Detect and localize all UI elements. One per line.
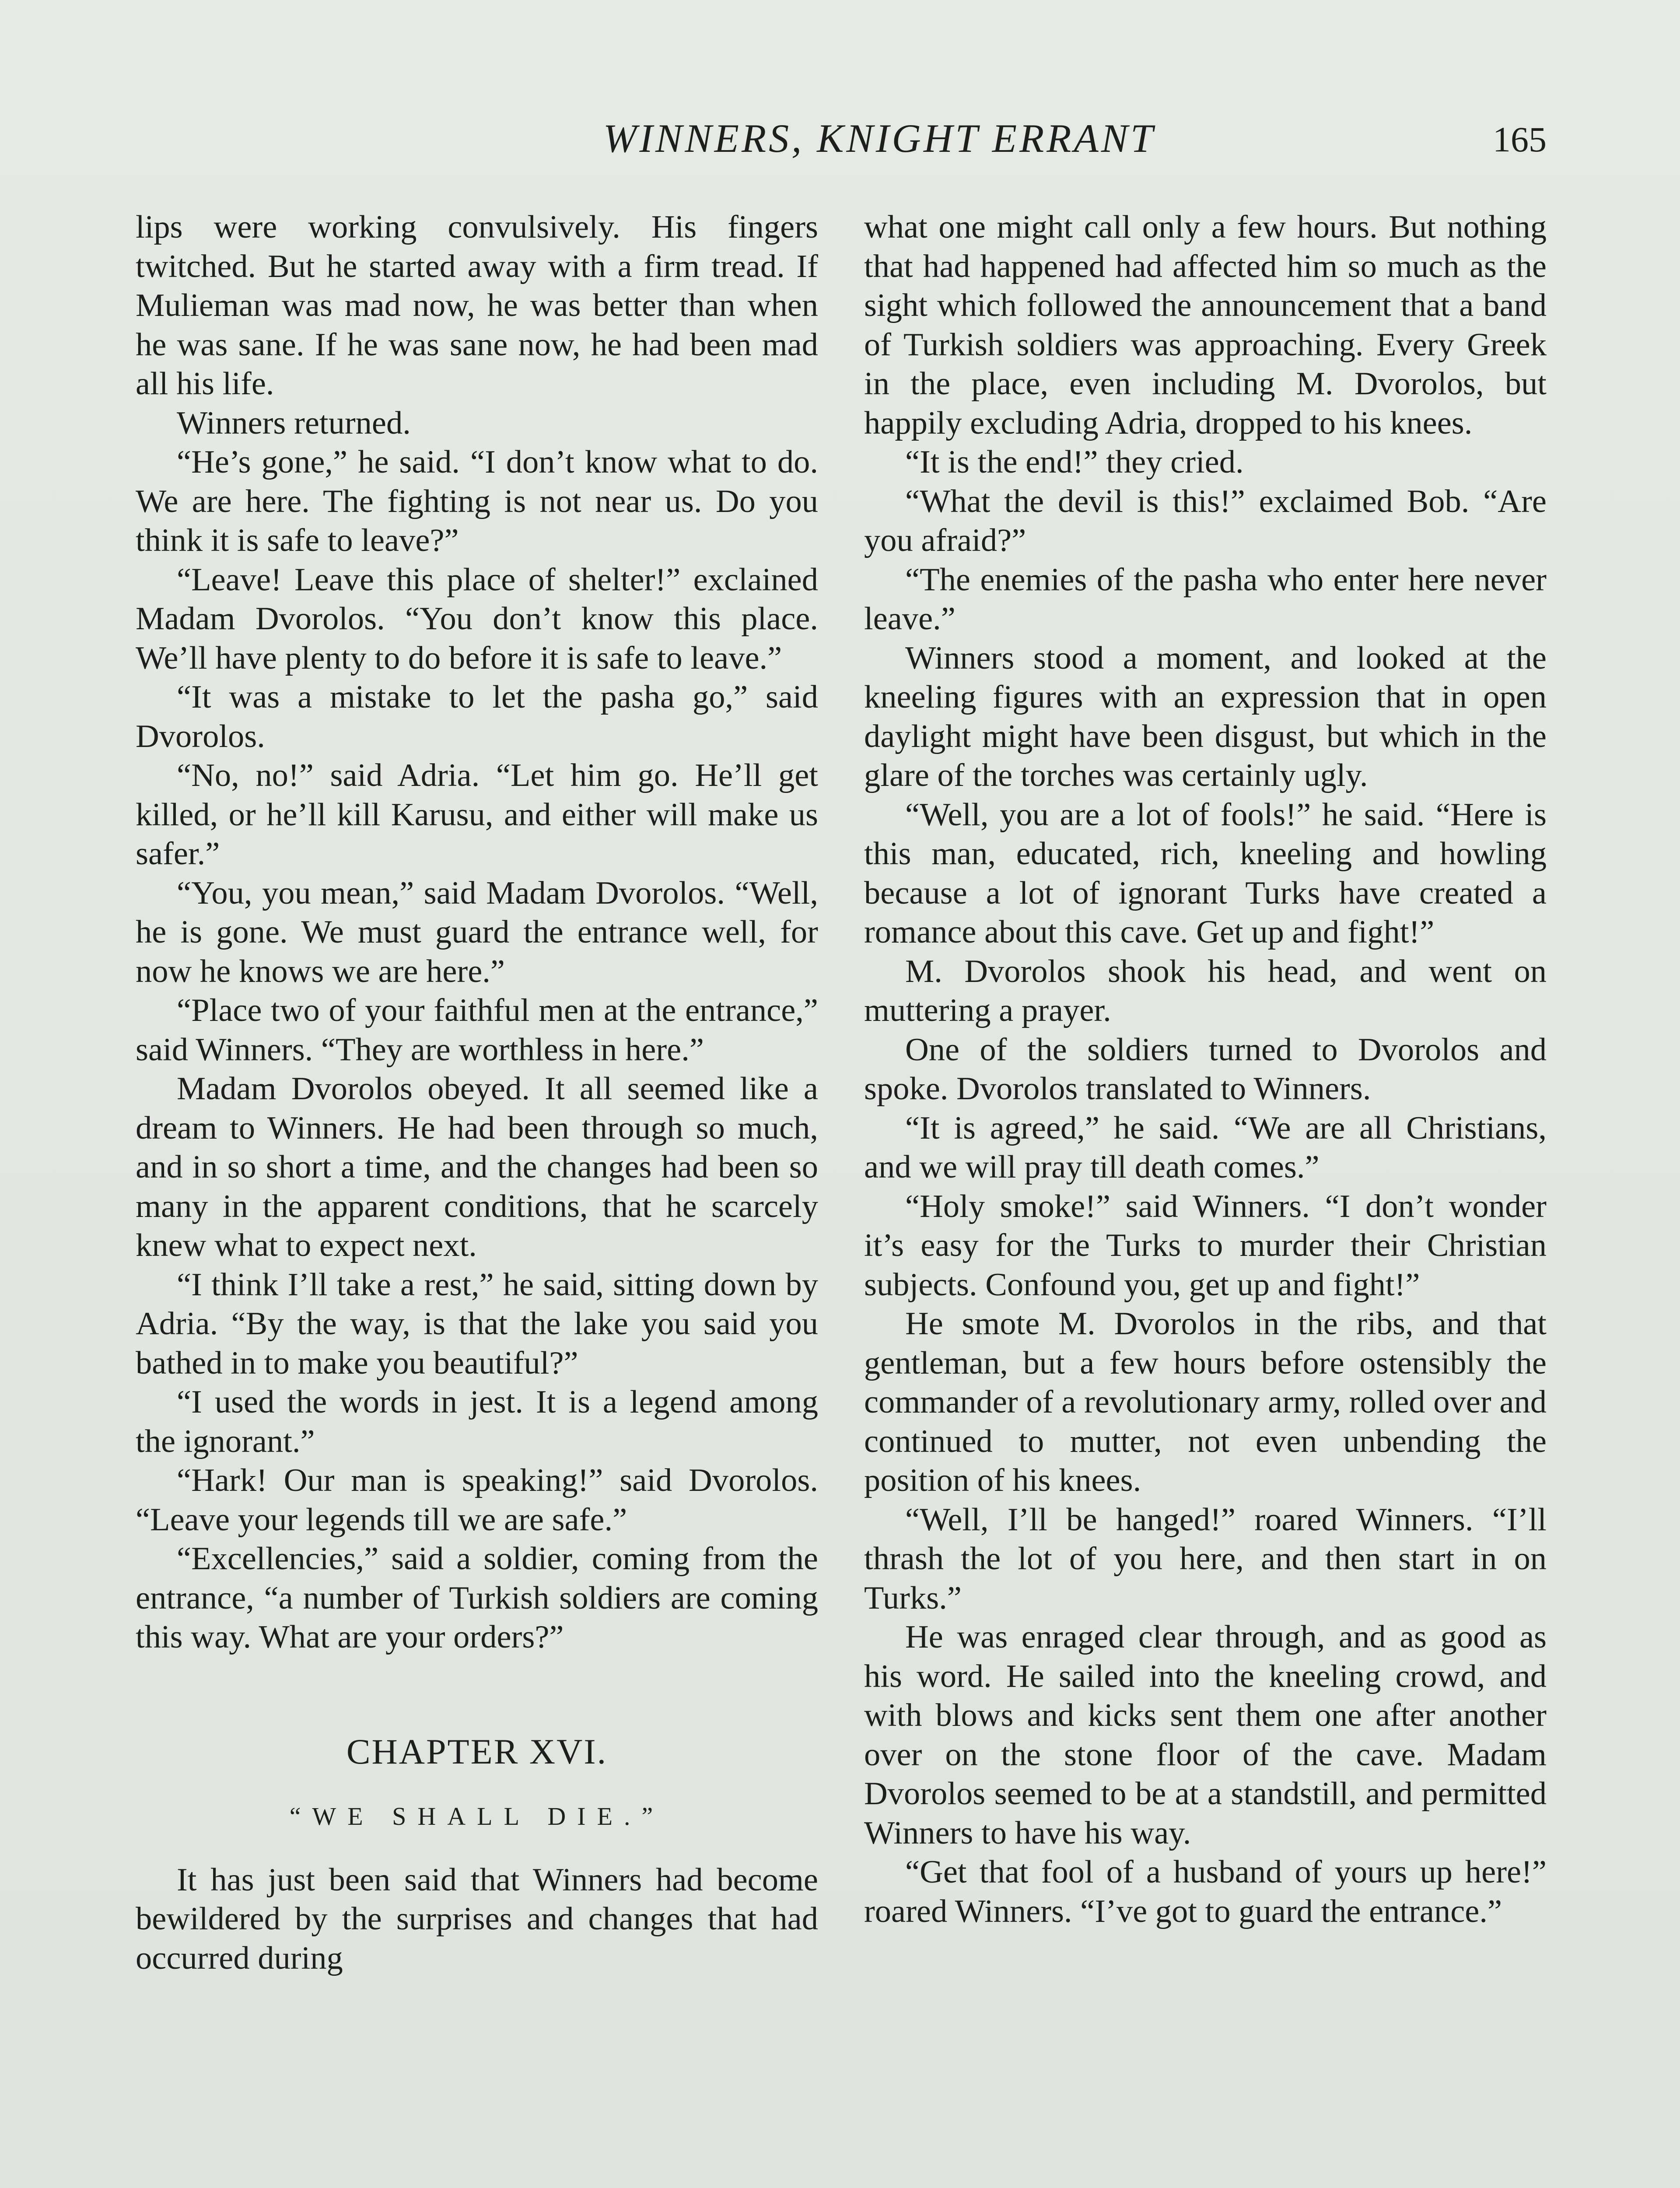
chapter-heading: CHAPTER XVI.: [346, 1731, 608, 1771]
paragraph: what one might call only a few hours. But nothing that had happened had affected him so much as the sight which followed the announcement that a band of Turkish soldiers was approaching. Every Greek in the place, even including M. Dvorolos, but happily excluding Adria, dropped to his knees.: [864, 209, 1547, 441]
paragraph: He was enraged clear through, and as good as his word. He sailed into the kneeling crowd, and with blows and kicks sent them one after another over on the stone floor of the cave. Madam Dvorolos seemed to be at a standstill, and permitted Winners to have his way.: [864, 1619, 1547, 1851]
paragraph: “Hark! Our man is speaking!” said Dvorolos. “Leave your legends till we are safe.”: [136, 1462, 818, 1538]
paragraph: “It is agreed,” he said. “We are all Christians, and we will pray till death comes.”: [864, 1110, 1547, 1185]
right-column: [864, 208, 1547, 1931]
left-column: [136, 208, 818, 1978]
paragraph: “Well, I’ll be hanged!” roared Winners. “I’ll thrash the lot of you here, and then start in on Turks.”: [864, 1501, 1547, 1616]
running-title: WINNERS, KNIGHT ERRANT: [603, 116, 1156, 161]
paragraph: “Leave! Leave this place of shelter!” exclained Madam Dvorolos. “You don’t know this place. We’ll have plenty to do before it is safe to leave.”: [136, 561, 818, 676]
paragraph: “You, you mean,” said Madam Dvorolos. “Well, he is gone. We must guard the entrance well, for now he knows we are here.”: [136, 875, 818, 989]
paragraph: “No, no!” said Adria. “Let him go. He’ll get killed, or he’ll kill Karusu, and either will make us safer.”: [136, 757, 818, 872]
paragraph: “Get that fool of a husband of yours up here!” roared Winners. “I’ve got to guard the entrance.”: [864, 1854, 1547, 1929]
paragraph: “Place two of your faithful men at the entrance,” said Winners. “They are worthless in here.”: [136, 992, 818, 1068]
paragraph: “Well, you are a lot of fools!” he said. “Here is this man, educated, rich, kneeling and howling because a lot of ignorant Turks have created a romance about this cave. Get up and fight!”: [864, 796, 1547, 950]
chapter-opening-paragraph: It has just been said that Winners had become bewildered by the surprises and changes that had occurred during: [136, 1862, 818, 1976]
paragraph: Winners stood a moment, and looked at the kneeling figures with an expression that in open daylight might have been disgust, but which in the glare of the torches was certainly ugly.: [864, 640, 1547, 793]
paragraph: “Excellencies,” said a soldier, coming from the entrance, “a number of Turkish soldiers are coming this way. What are your orders?”: [136, 1541, 818, 1655]
paragraph: One of the soldiers turned to Dvorolos and spoke. Dvorolos translated to Winners.: [864, 1031, 1547, 1107]
paragraph: Madam Dvorolos obeyed. It all seemed like a dream to Winners. He had been through so much, and in so short a time, and the changes had been so many in the apparent conditions, that he scarcely knew what to expect next.: [136, 1071, 818, 1263]
paragraph: “I think I’ll take a rest,” he said, sitting down by Adria. “By the way, is that the lake you said you bathed in to make you beautiful?”: [136, 1266, 818, 1381]
paragraph: “The enemies of the pasha who enter here never leave.”: [864, 561, 1547, 637]
paragraph: “It was a mistake to let the pasha go,” said Dvorolos.: [136, 679, 818, 754]
paragraph: “It is the end!” they cried.: [905, 444, 1244, 480]
paragraph: “Holy smoke!” said Winners. “I don’t wonder it’s easy for the Turks to murder their Christian subjects. Confound you, get up and fight!”: [864, 1188, 1547, 1303]
page-number: 165: [1493, 119, 1547, 159]
paragraph: “What the devil is this!” exclaimed Bob. “Are you afraid?”: [864, 483, 1547, 558]
paragraph: Winners returned.: [177, 405, 411, 441]
paragraph: M. Dvorolos shook his head, and went on muttering a prayer.: [864, 953, 1547, 1028]
chapter-subtitle: “WE SHALL DIE.”: [289, 1802, 665, 1830]
paragraph: He smote M. Dvorolos in the ribs, and that gentleman, but a few hours before ostensibly the commander of a revolutionary army, rolled over and continued to mutter, not even unbending the position of his knees.: [864, 1306, 1547, 1498]
paragraph: “I used the words in jest. It is a legend among the ignorant.”: [136, 1384, 818, 1459]
paragraph: “He’s gone,” he said. “I don’t know what to do. We are here. The fighting is not near us. Do you think it is safe to leave?”: [136, 444, 818, 558]
paragraph: lips were working convulsively. His fingers twitched. But he started away with a firm tread. If Mulieman was mad now, he was better than when he was sane. If he was sane now, he had been mad all his life.: [136, 209, 818, 402]
